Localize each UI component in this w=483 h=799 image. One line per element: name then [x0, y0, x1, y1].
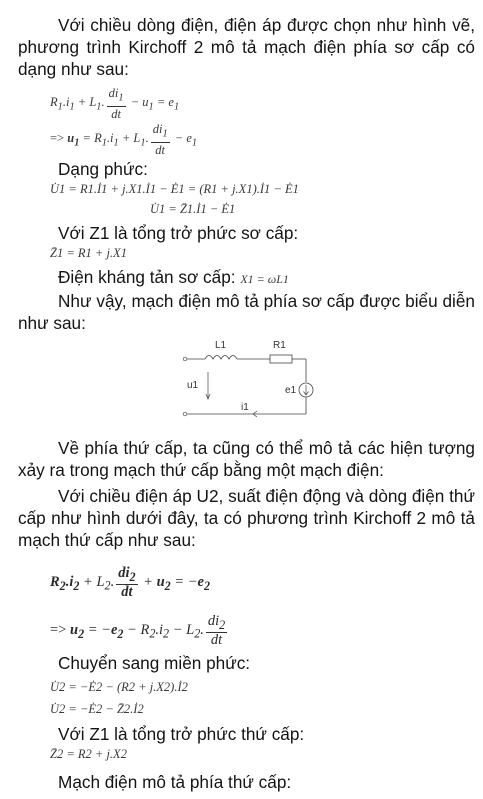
equation-z1: Z̄1 = R1 + j.X1 — [50, 246, 127, 260]
inductor-symbol — [205, 356, 237, 360]
label-voltage: u1 — [187, 380, 199, 391]
label-inductor: L1 — [215, 340, 227, 351]
reactance-label: Điện kháng tản sơ cấp: — [58, 267, 236, 287]
equation-complex-4: U̇2 = −Ė2 − Z̄2.İ2 — [50, 702, 144, 716]
equation-complex-2: U̇1 = Z̄1.İ1 − Ė1 — [150, 202, 236, 216]
paragraph-complex-domain: Chuyển sang miền phức: — [58, 653, 251, 673]
equation-z2: Z̄2 = R2 + j.X2 — [50, 747, 127, 761]
terminal-top — [183, 357, 187, 361]
resistor-symbol — [270, 355, 292, 363]
equation-kirchoff-primary: $R_1.i_1 + L_1$. $\frac{di_1}{dt}$ − $u_1 = e_1$ — [50, 86, 180, 121]
equation-reactance: X1 = ωL1 — [240, 272, 289, 286]
primary-circuit-diagram — [175, 334, 335, 424]
paragraph-intro: Với chiều dòng điện, điện áp được chọn như hình vẽ, phương trình Kirchoff 2 mô tả mạch điện phía sơ cấp có dạng như sau: — [18, 15, 475, 79]
paragraph-u2: Với chiều điện áp U2, suất điện động và dòng điện thứ cấp như hình dưới đây, ta có phương trình Kirchoff 2 mô tả mạch thứ cấp như sau: — [18, 486, 475, 550]
equation-kirchoff-secondary: $R_2.i_2 + L_2$. $\frac{di_2}{dt}$ + $u_2 = -e_2$ — [50, 565, 211, 600]
paragraph-z1-secondary: Với Z1 là tổng trở phức thứ cấp: — [58, 724, 305, 744]
label-resistor: R1 — [273, 340, 286, 351]
paragraph-secondary-intro: Về phía thứ cấp, ta cũng có thể mô tả các hiện tượng xảy ra trong mạch thứ cấp bằng một mạch điện: — [18, 438, 475, 480]
paragraph-circuit-secondary: Mạch điện mô tả phía thứ cấp: — [58, 772, 292, 792]
terminal-bottom — [183, 412, 187, 416]
paragraph-circuit-intro: Như vậy, mạch điện mô tả phía sơ cấp được biểu diễn như sau: — [18, 291, 475, 333]
paragraph-complex-form: Dạng phức: — [58, 159, 148, 179]
label-current: i1 — [241, 402, 249, 413]
equation-complex-3: U̇2 = −Ė2 − (R2 + j.X2).İ2 — [50, 680, 188, 694]
equation-u1: => $u_1 = R_1.i_1 + L_1$. $\frac{di_1}{dt}$ − $e_1$ — [50, 122, 198, 157]
equation-u2: => $u_2 = -e_2 - R_2.i_2 - L_2$. $\frac{di_2}{dt}$ — [50, 613, 226, 648]
label-emf: e1 — [285, 385, 297, 396]
paragraph-reactance — [18, 266, 475, 290]
equation-complex-1: U̇1 = R1.İ1 + j.X1.İ1 − Ė1 = (R1 + j.X1).İ1 − Ė1 — [50, 182, 299, 196]
paragraph-z1-primary: Với Z1 là tổng trở phức sơ cấp: — [58, 223, 299, 243]
